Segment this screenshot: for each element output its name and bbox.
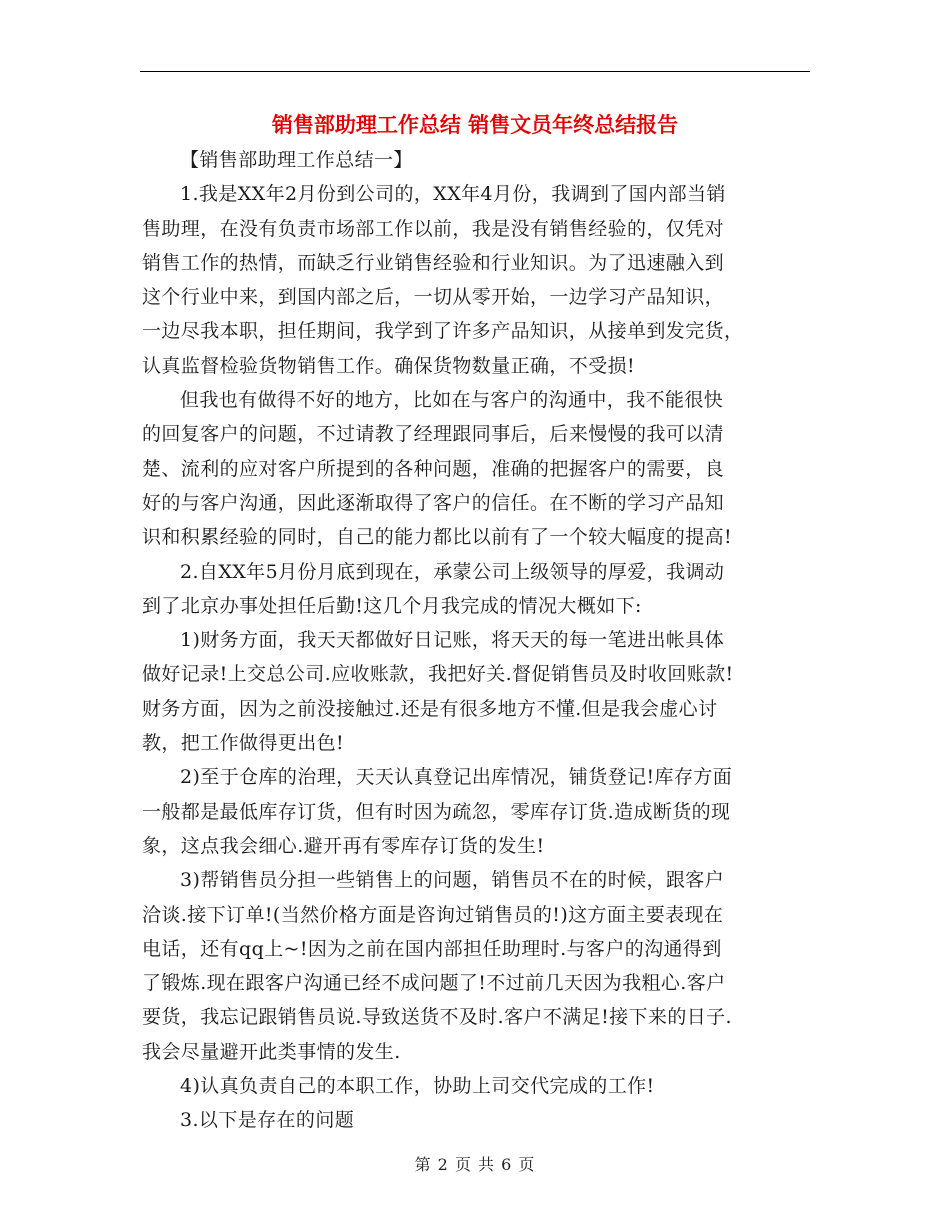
text-line: 到了北京办事处担任后勤!这几个月我完成的情况大概如下: <box>142 594 642 617</box>
text-line: 售助理，在没有负责市场部工作以前，我是没有销售经验的，仅凭对 <box>142 217 725 240</box>
text-line: 电话，还有qq上~!因为之前在国内部担任助理时.与客户的沟通得到 <box>142 937 722 960</box>
text-line: 的回复客户的问题，不过请教了经理跟同事后，后来慢慢的我可以清 <box>142 423 725 446</box>
text-line: 这个行业中来，到国内部之后，一切从零开始，一边学习产品知识， <box>142 286 725 309</box>
text-line: 做好记录!上交总公司.应收账款，我把好关.督促销售员及时收回账款! <box>142 663 734 686</box>
text-line: 2)至于仓库的治理，天天认真登记出库情况，铺货登记!库存方面 <box>180 766 733 789</box>
text-line: 好的与客户沟通，因此逐渐取得了客户的信任。在不断的学习产品知 <box>142 491 725 514</box>
document-body <box>142 143 812 1138</box>
text-line: 我会尽量避开此类事情的发生. <box>142 1040 401 1063</box>
header-rule <box>140 71 810 72</box>
page-footer: 第 2 页 共 6 页 <box>414 1155 536 1174</box>
text-line: 财务方面，因为之前没接触过.还是有很多地方不懂.但是我会虚心讨 <box>142 697 718 720</box>
text-line: 1.我是XX年2月份到公司的，XX年4月份，我调到了国内部当销 <box>180 183 726 206</box>
text-line: 但我也有做得不好的地方，比如在与客户的沟通中，我不能很快 <box>180 389 724 412</box>
text-line: 1)财务方面，我天天都做好日记账，将天天的每一笔进出帐具体 <box>180 629 725 652</box>
text-line: 了锻炼.现在跟客户沟通已经不成问题了!不过前几天因为我粗心.客户 <box>142 972 726 995</box>
text-line: 一边尽我本职，担任期间，我学到了许多产品知识，从接单到发完货， <box>142 320 744 343</box>
text-line: 洽谈.接下订单!(当然价格方面是咨询过销售员的!)这方面主要表现在 <box>142 903 724 926</box>
text-line: 一般都是最低库存订货，但有时因为疏忽，零库存订货.造成断货的现 <box>142 800 731 823</box>
text-line: 3)帮销售员分担一些销售上的问题，销售员不在的时候，跟客户 <box>180 869 725 892</box>
text-line: 识和积累经验的同时，自己的能力都比以前有了一个较大幅度的提高! <box>142 526 733 549</box>
text-line: 销售工作的热情，而缺乏行业销售经验和行业知识。为了迅速融入到 <box>142 251 725 274</box>
text-line: 【销售部助理工作总结一】 <box>180 149 413 171</box>
text-line: 楚、流利的应对客户所提到的各种问题，准确的把握客户的需要，良 <box>142 457 725 480</box>
text-line: 认真监督检验货物销售工作。确保货物数量正确，不受损! <box>142 354 636 377</box>
text-line: 2.自XX年5月份月底到现在，承蒙公司上级领导的厚爱，我调动 <box>180 560 725 583</box>
text-line: 3.以下是存在的问题 <box>180 1109 355 1132</box>
document-title: 销售部助理工作总结 销售文员年终总结报告 <box>271 113 679 137</box>
text-line: 要货，我忘记跟销售员说.导致送货不及时.客户不满足!接下来的日子. <box>142 1006 732 1029</box>
text-line: 象，这点我会细心.避开再有零库存订货的发生! <box>142 834 545 857</box>
text-line: 教，把工作做得更出色! <box>142 732 345 755</box>
text-line: 4)认真负责自己的本职工作，协助上司交代完成的工作! <box>180 1075 655 1098</box>
